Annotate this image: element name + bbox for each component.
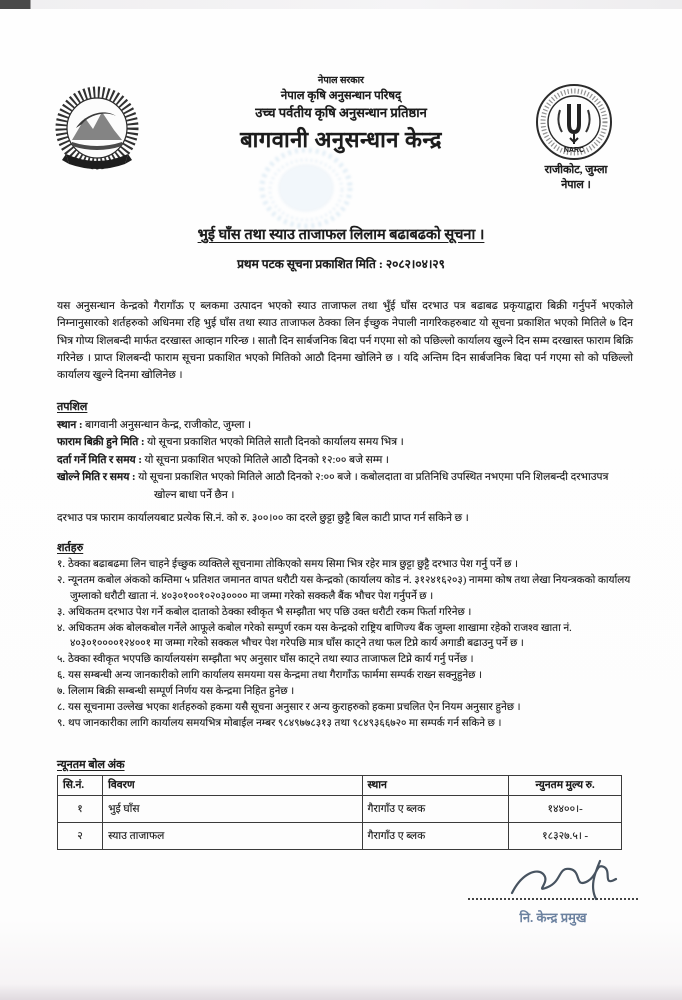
condition-item <box>57 716 633 732</box>
condition-number: ४. <box>57 622 66 634</box>
handwritten-signature <box>504 853 632 910</box>
faint-blue-round-stamp <box>250 148 362 232</box>
conditions-heading: शर्तहरु <box>57 542 84 554</box>
cell-description: भुई घाँस <box>103 796 362 823</box>
form-fee-line: दरभाउ पत्र फाराम कार्यालयबाट प्रत्येक सि.नं. को रु. ३००।०० का दरले छुट्टा छुट्टै बिल काटी प्राप्त गर्न सकिने छ । <box>57 513 469 524</box>
condition-item <box>57 621 633 653</box>
condition-text: ठेक्का स्वीकृत भएपछि कार्यालयसंग सम्झौता भए अनुसार घाँस काट्ने तथा स्याउ ताजाफल टिप्ने कार्य गर्नु पर्नेछ । <box>68 654 474 666</box>
condition-number: ६. <box>57 670 66 682</box>
condition-text: ठेक्का बढाबढमा लिन चाहने ईच्छुक व्यक्तिले सूचनामा तोकिएको समय सिमा भित्र रहेर मात्र छुट्टा छुट्टै दरभाउ पेश गर्नु पर्ने छ । <box>68 558 518 570</box>
published-date-line: प्रथम पटक सूचना प्रकाशित मिति : २०८२।०४।२९ <box>237 257 445 271</box>
cell-place: गैरागाँउ ए ब्लक <box>362 796 509 823</box>
council-line: नेपाल कृषि अनुसन्धान परिषद् <box>280 89 402 102</box>
detail-item-location <box>57 417 633 435</box>
condition-item <box>57 652 633 668</box>
signatory-title: नि. केन्द्र प्रमुख <box>519 910 587 925</box>
condition-number: ७. <box>57 686 66 698</box>
office-address <box>520 163 632 194</box>
notice-title-block <box>0 224 682 272</box>
condition-item <box>57 557 633 573</box>
condition-number: १. <box>57 558 66 570</box>
detail-item-opening <box>57 469 633 504</box>
table-header-row <box>58 776 622 796</box>
condition-item <box>57 684 633 700</box>
address-line-2: नेपाल । <box>561 179 591 192</box>
scan-artifact-bottom <box>0 984 682 1000</box>
condition-number: २. <box>57 574 66 586</box>
detail-text: यो सूचना प्रकाशित भएको मितिले सातौ दिनको कार्यालय समय भित्र । <box>147 437 404 449</box>
address-line-1: राजीकोट, जुम्ला <box>544 164 608 176</box>
detail-item-registration <box>57 452 633 470</box>
condition-text: न्यूनतम कबोल अंकको कम्तिमा ५ प्रतिशत जमानत वापत धरौटी यस केन्द्रको (कार्यालय कोड नं. ३१२४१६२०३) नाममा कोष तथा लेखा नियन्त्रकको कार्यालय जुम्लाको धरौटी खाता नं. ४०३०१००१०२०३०००० मा जम्मा गरेको सक्कलै बैंक भौचर पेश गर्नुपर्ने छ । <box>68 574 631 602</box>
detail-label: फाराम बिक्री हुने मिति : <box>57 437 145 449</box>
cell-sn: १ <box>58 796 103 823</box>
notice-title: भुई घाँस तथा स्याउ ताजाफल लिलाम बढाबढको सूचना । <box>197 227 485 243</box>
minimum-bid-table <box>57 775 622 850</box>
condition-text: यस सूचनामा उल्लेख भएका शर्तहरुको हकमा यसै सूचना अनुसार र अन्य कुराहरुको हकमा प्रचलित ऐन नियम अनुसार हुनेछ । <box>68 702 521 714</box>
detail-label: खोल्ने मिति र समय : <box>57 472 136 484</box>
condition-number: ८. <box>57 702 66 714</box>
detail-item-form-sale-date <box>57 434 633 452</box>
condition-item <box>57 668 633 684</box>
minimum-bid-section <box>57 757 633 850</box>
gov-line: नेपाल सरकार <box>318 76 364 86</box>
signature-block <box>468 852 638 926</box>
signature-dotted-line <box>468 852 638 900</box>
condition-text: लिलाम बिक्री सम्बन्धी सम्पूर्ण निर्णय यस केन्द्रमा निहित हुनेछ । <box>68 686 295 698</box>
condition-item <box>57 700 633 716</box>
details-section <box>57 399 633 505</box>
table-row <box>58 796 622 823</box>
station-line: उच्च पर्वतीय कृषि अनुसन्धान प्रतिष्ठान <box>255 105 427 121</box>
detail-text: बागवानी अनुसन्धान केन्द्र, राजीकोट, जुम्ला । <box>85 419 252 431</box>
cell-price: १४४००।- <box>509 796 622 823</box>
narc-logo-text: NARC <box>563 147 585 154</box>
center-name: बागवानी अनुसन्धान केन्द्र <box>240 126 442 152</box>
letterhead <box>0 76 682 153</box>
condition-text: यस सम्बन्धी अन्य जानकारीको लागि कार्यालय समयमा यस केन्द्रमा तथा गैरागाँऊ फार्ममा सम्पर्क राख्न सक्नुहुनेछ । <box>68 670 483 682</box>
col-place: स्थान <box>362 776 509 796</box>
condition-text: अधिकतम अंक बोलकबोल गर्नेले आफूले कबोल गरेको सम्पुर्ण रकम यस केन्द्रको राष्ट्रिय बाणिज्य बैंक जुम्ला शाखामा रहेको राजश्व खाता नं. ४०३०१००००१२४००१ मा जम्मा गरेको सक्कल भौचर पेश गरेपछि मात्र घाँस काट्ने तथा फल टिप्ने कार्य अगाडी बढाउनु पर्ने छ । <box>68 622 572 650</box>
condition-number: ३. <box>57 606 66 618</box>
notice-body-paragraph: यस अनुसन्धान केन्द्रको गैरागाँऊ ए ब्लकमा उत्पादन भएको स्याउ ताजाफल तथा भुँई घाँस दरभाउ पत्र बढाबढ प्रकृयाद्वारा बिक्री गर्नुपर्ने भएकोले निम्नानुसारको शर्तहरुको अधिनमा रहि भुई घाँस तथा स्याउ ताजाफल ठेक्का लिन ईच्छुक नेपाली नागरिकहरुबाट यो सूचना प्रकाशित भएको मितिले ७ दिन भित्र गोप्य शिलबन्दी मार्फत दरखास्त आव्हान गरिन्छ । सातौ दिन सार्बजनिक बिदा पर्न गएमा सो को पछिल्लो कार्यालय खुल्ने दिन सम्म दरखास्त फाराम बिक्रि गरिनेछ । प्राप्त शिलबन्दी फाराम सूचना प्रकाशित भएको मितिको आठौ दिनमा खोलिने छ । यदि अन्तिम दिन सार्बजनिक बिदा पर्न गएमा सो को पछिल्लो कार्यालय खुल्ने दिनमा खोलिनेछ । <box>57 301 633 382</box>
table-row <box>58 823 622 850</box>
scan-artifact-top <box>0 0 682 9</box>
detail-label: स्थान : <box>57 419 83 431</box>
details-heading: तपशिल <box>57 401 88 413</box>
detail-label: दर्ता गर्ने मिति र समय : <box>57 454 142 466</box>
table-heading: न्यूनतम बोल अंक <box>57 759 125 771</box>
cell-description: स्याउ ताजाफल <box>103 823 362 850</box>
condition-number: ९. <box>57 717 66 729</box>
condition-item <box>57 573 633 605</box>
col-sn: सि.नं. <box>58 776 103 796</box>
condition-text: थप जानकारीका लागि कार्यालय समयभित्र मोबाईल नम्बर ९८४९७७८३१३ तथा ९८४९३६६७२० मा सम्पर्क गर्न सकिने छ । <box>68 717 502 729</box>
condition-item <box>57 605 633 621</box>
condition-text: अधिकतम दरभाउ पेश गर्ने कबोल दाताको ठेक्का स्वीकृत भै सम्झौता भए पछि उक्त धरौटी रकम फिर्ता गरिनेछ । <box>68 606 472 618</box>
condition-number: ५. <box>57 654 66 666</box>
conditions-section <box>57 541 633 732</box>
cell-sn: २ <box>58 823 103 850</box>
detail-text: यो सूचना प्रकाशित भएको मितिले आठौ दिनको २:०० बजे । कबोलदाता वा प्रतिनिधि उपस्थित नभएमा पनि शिलबन्दी दरभाउपत्र खोल्न बाधा पर्ने छैन । <box>138 472 609 501</box>
col-description: विवरण <box>103 776 362 796</box>
detail-text: यो सूचना प्रकाशित भएको मितिले आठौ दिनको १२:०० बजे सम्म । <box>144 454 389 466</box>
cell-price: १८३२७.५। - <box>509 823 622 850</box>
cell-place: गैरागाँउ ए ब्लक <box>362 823 509 850</box>
col-min-price: न्युनतम मुल्य रु. <box>509 776 622 796</box>
